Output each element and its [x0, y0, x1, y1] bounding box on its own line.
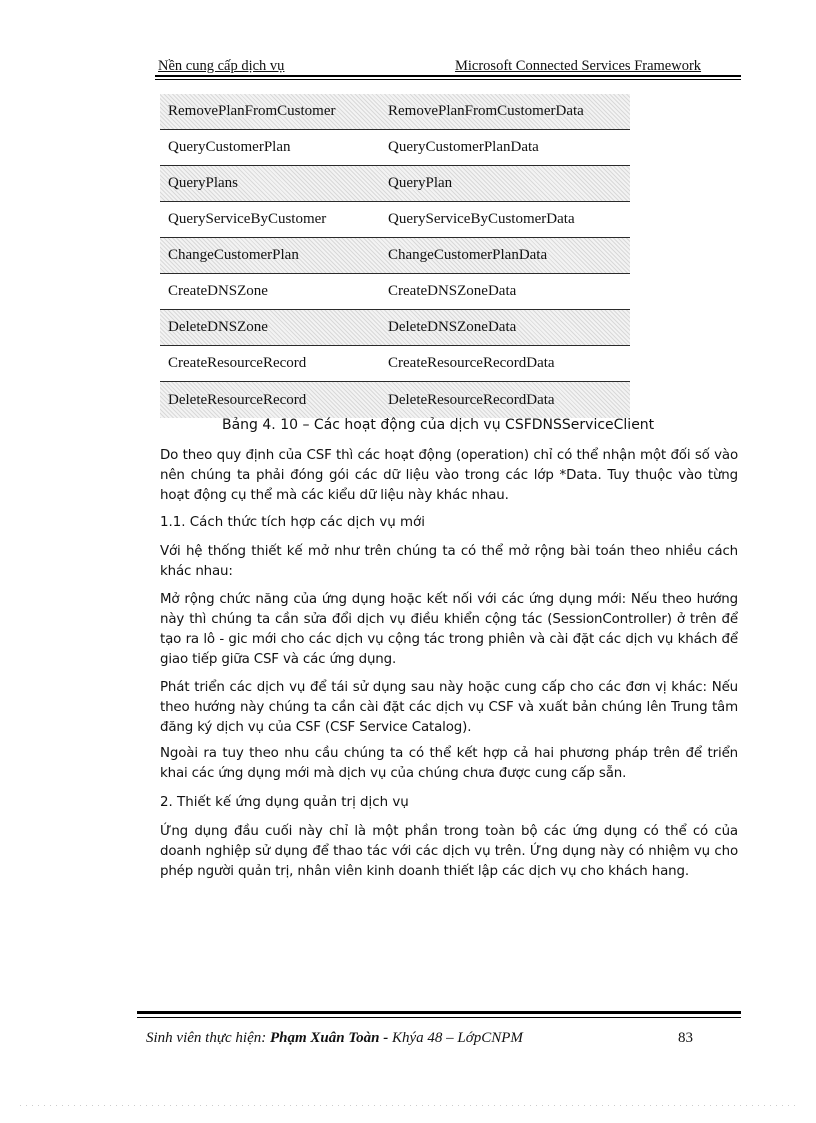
footer-rule-thin: [137, 1017, 741, 1018]
data-class-cell: QueryPlan: [388, 175, 453, 191]
section-heading-integration: 1.1. Cách thức tích hợp các dịch vụ mới: [160, 515, 425, 530]
footer-course: Khýa 48 – LớpCNPM: [388, 1030, 523, 1046]
operations-table: [160, 94, 630, 418]
footer-rule: [137, 1011, 741, 1014]
operation-cell: CreateResourceRecord: [168, 355, 307, 371]
table-row: [160, 166, 630, 202]
table-row: [160, 94, 630, 130]
operation-cell: QueryServiceByCustomer: [168, 211, 327, 227]
data-class-cell: CreateDNSZoneData: [388, 283, 517, 299]
footer-label: Sinh viên thực hiện:: [146, 1030, 270, 1046]
table-row: [160, 238, 630, 274]
operation-cell: DeleteResourceRecord: [168, 391, 307, 408]
data-class-cell: ChangeCustomerPlanData: [388, 247, 548, 263]
operation-cell: CreateDNSZone: [168, 283, 268, 299]
paragraph-develop-services: Phát triển các dịch vụ để tái sử dụng sau này hoặc cung cấp cho các đơn vị khác: Nếu theo hướng này chúng ta cần cài đặt các dịch vụ CSF và xuất bản chúng lên Trung tâm đăng ký dịch vụ của CSF (CSF Service Catalog).: [160, 680, 738, 735]
data-class-cell: CreateResourceRecordData: [388, 355, 555, 371]
data-class-cell: QueryServiceByCustomerData: [388, 211, 575, 227]
page-number: 83: [678, 1030, 693, 1046]
operation-cell: ChangeCustomerPlan: [168, 247, 299, 263]
table-row: [160, 130, 630, 166]
data-class-cell: QueryCustomerPlanData: [388, 139, 539, 155]
operation-cell: RemovePlanFromCustomer: [168, 103, 336, 119]
table-caption: Bảng 4. 10 – Các hoạt động của dịch vụ CSFDNSServiceClient: [222, 417, 655, 433]
header-left-title: Nền cung cấp dịch vụ: [158, 58, 285, 74]
paragraph-open-design: Với hệ thống thiết kế mở như trên chúng ta có thể mở rộng bài toán theo nhiều cách khác nhau:: [160, 544, 738, 579]
data-class-cell: DeleteResourceRecordData: [388, 391, 555, 408]
data-class-cell: DeleteDNSZoneData: [388, 319, 517, 335]
operation-cell: QueryCustomerPlan: [168, 139, 291, 155]
header-right-title: Microsoft Connected Services Framework: [455, 58, 702, 74]
table-row: [160, 274, 630, 310]
table-row: [160, 310, 630, 346]
operation-cell: DeleteDNSZone: [168, 319, 268, 335]
header-rule-thin: [155, 79, 741, 80]
operation-cell: QueryPlans: [168, 175, 238, 191]
table-row: [160, 202, 630, 238]
paragraph-extend-functions: Mở rộng chức năng của ứng dụng hoặc kết nối với các ứng dụng mới: Nếu theo hướng này thì chúng ta cần sửa đổi dịch vụ điều khiển cộng tác (SessionController) ở trên để tạo ra lô - gic mới cho các dịch vụ cộng tác trong phiên và cài đặt các dịch vụ khách để giao tiếp giữa CSF và các ứng dụng.: [160, 592, 738, 667]
bottom-dotted-edge: [20, 1105, 796, 1106]
data-class-cell: RemovePlanFromCustomerData: [388, 103, 584, 119]
footer-author: Phạm Xuân Toàn -: [269, 1030, 389, 1046]
paragraph-combine-methods: Ngoài ra tuy theo nhu cầu chúng ta có thể kết hợp cả hai phương pháp trên để triển khai các ứng dụng mới mà dịch vụ của chúng chưa được cung cấp sẵn.: [160, 746, 738, 781]
paragraph-end-user-app: Ứng dụng đầu cuối này chỉ là một phần trong toàn bộ các ứng dụng có thể có của doanh nghiệp sử dụng để thao tác với các dịch vụ trên. Ứng dụng này có nhiệm vụ cho phép người quản trị, nhân viên kinh doanh thiết lập các dịch vụ cho khách hang.: [160, 824, 738, 879]
paragraph-operations: Do theo quy định của CSF thì các hoạt động (operation) chỉ có thể nhận một đối số vào nên chúng ta phải đóng gói các dữ liệu vào trong các lớp *Data. Tuy thuộc vào từng hoạt động cụ thể mà các kiểu dữ liệu này khác nhau.: [160, 448, 738, 503]
header-rule: [155, 75, 741, 77]
table-row: [160, 382, 630, 418]
section-heading-admin-app: 2. Thiết kế ứng dụng quản trị dịch vụ: [160, 795, 409, 810]
footer-author-line: [146, 1030, 523, 1047]
table-row: [160, 346, 630, 382]
